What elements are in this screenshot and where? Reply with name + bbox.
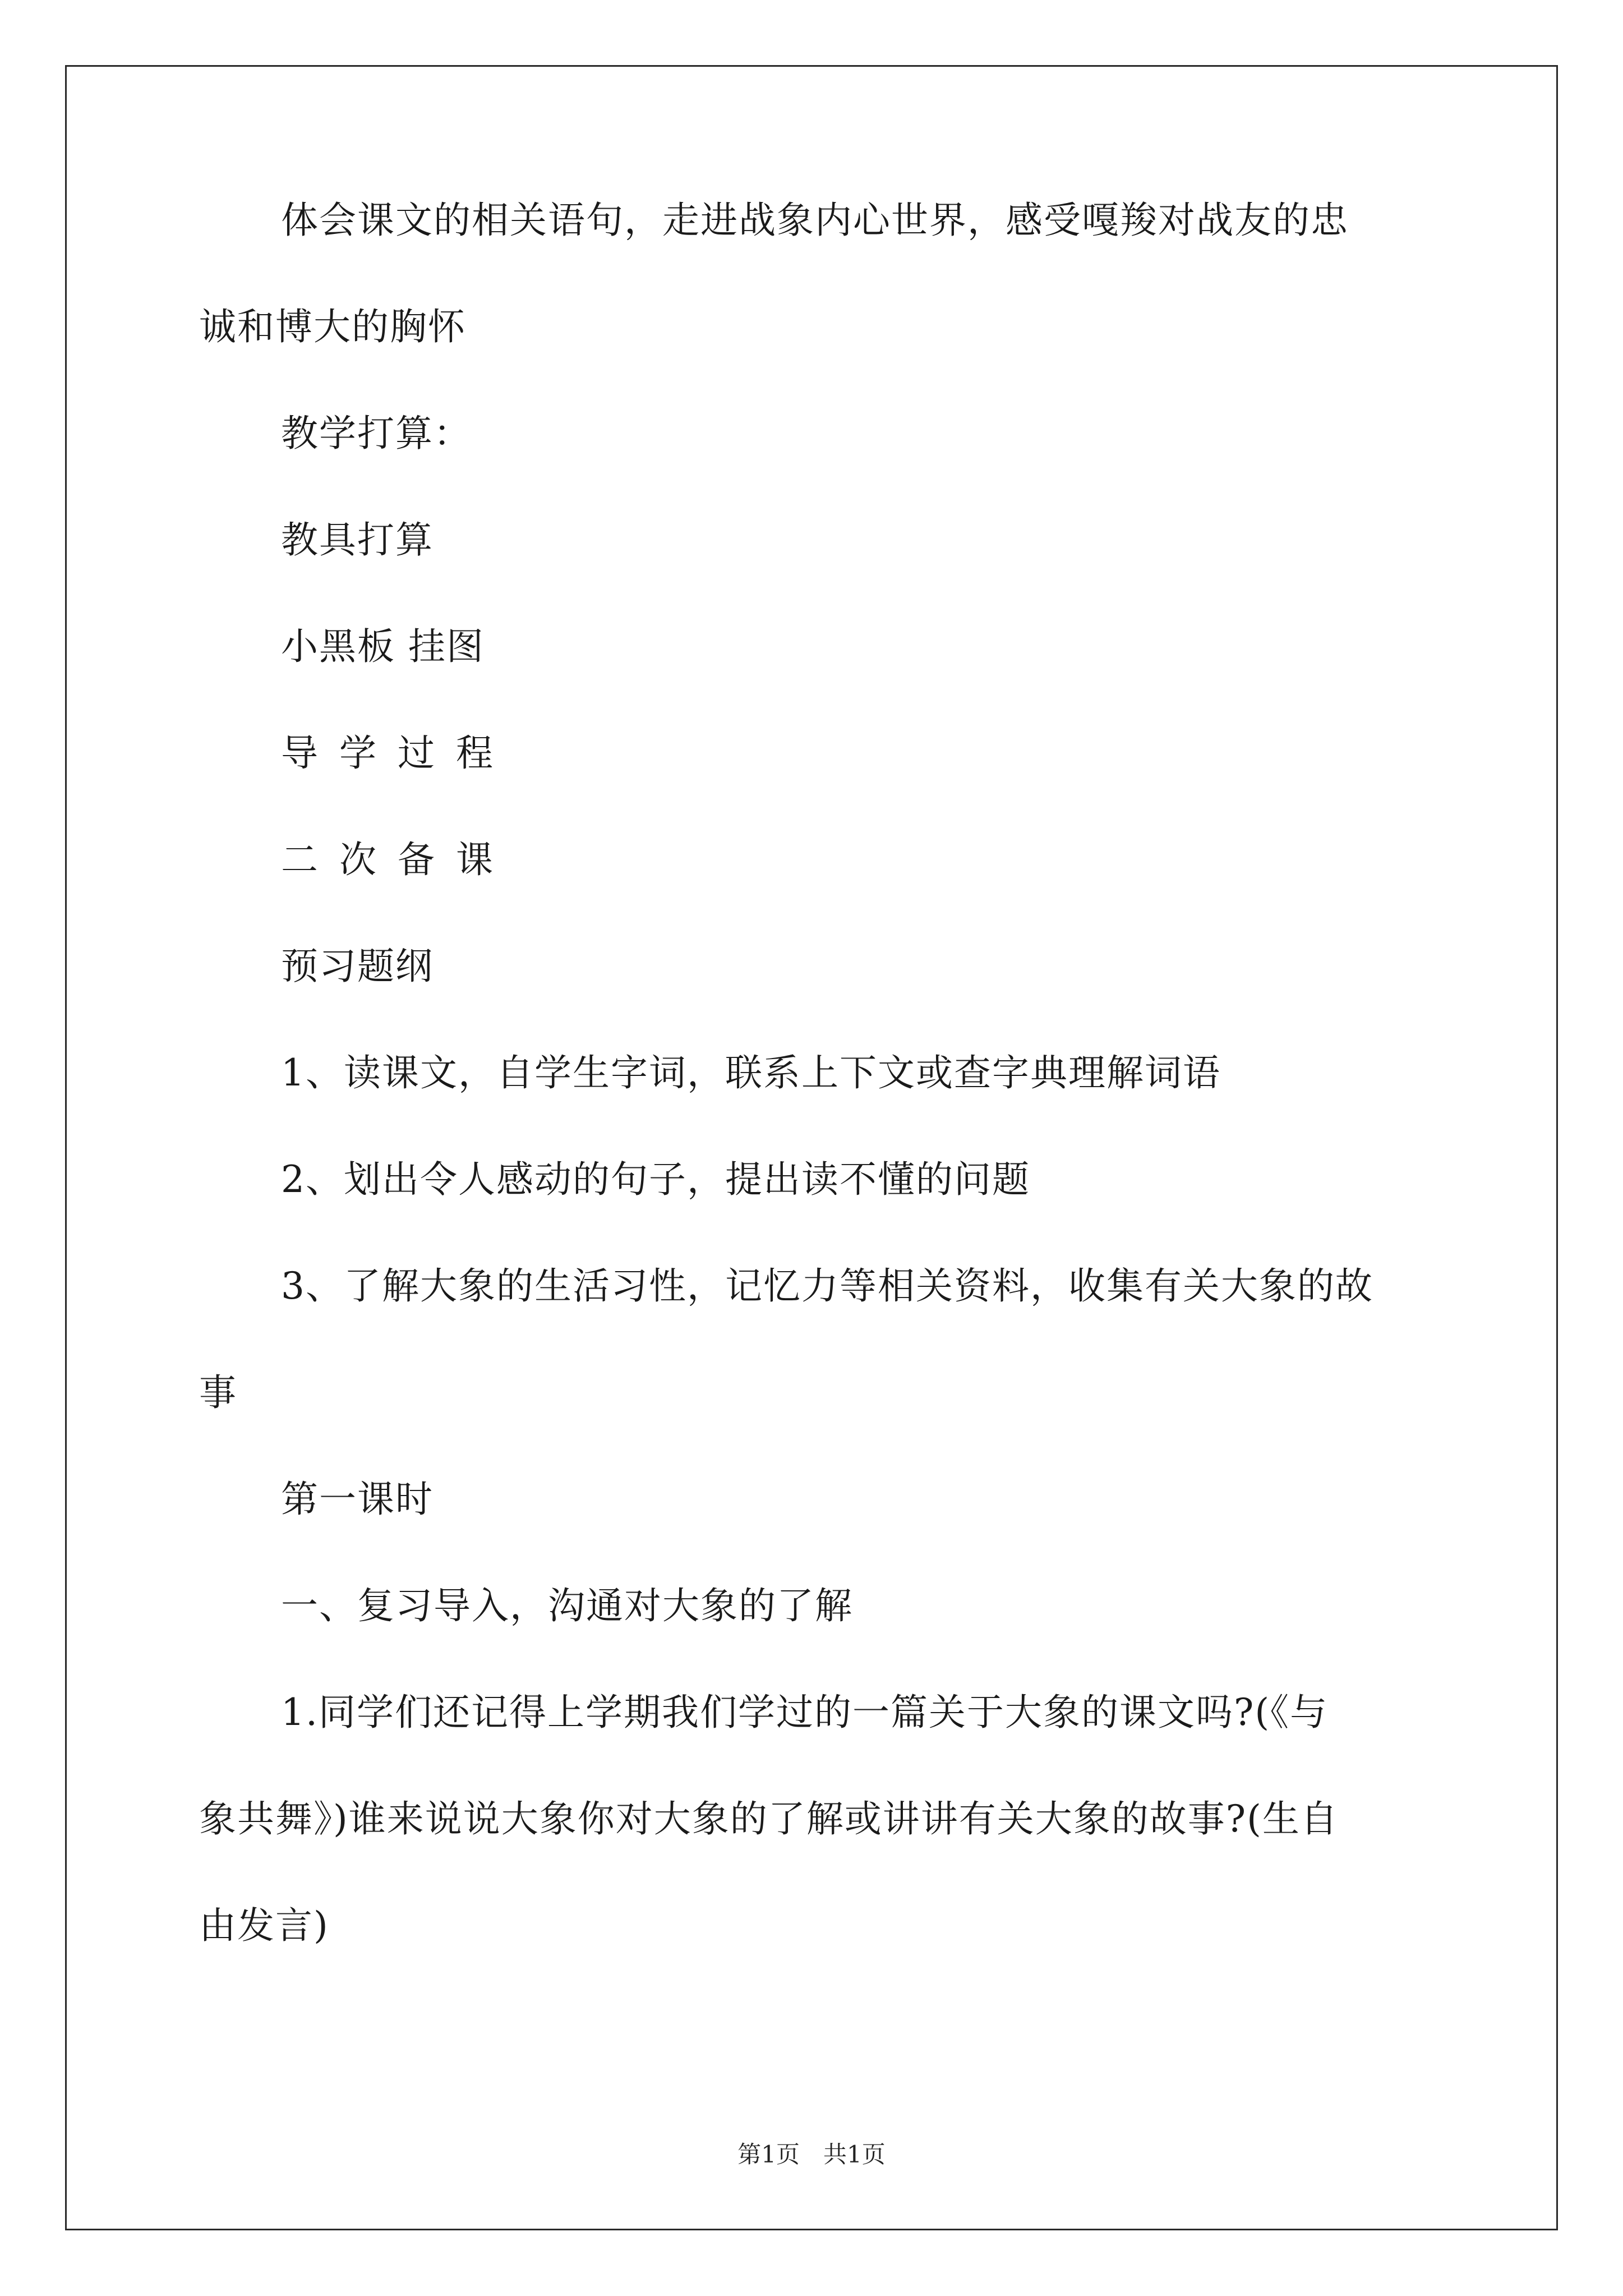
text-line: 二次备课	[281, 838, 514, 881]
text-line: 象共舞》)谁来说说大象你对大象的了解或讲讲有关大象的故事?(生自	[199, 1797, 1339, 1841]
text-line: 一、复习导入，沟通对大象的了解	[281, 1584, 853, 1627]
text-line: 2、划出令人感动的句子，提出读不懂的问题	[281, 1158, 1030, 1201]
paragraph-question-1	[199, 1691, 1339, 1947]
paragraph-first-lesson	[199, 1478, 434, 1521]
text-line: 第一课时	[281, 1478, 434, 1521]
text-line: 小黑板 挂图	[281, 625, 485, 668]
text-line: 诚和博大的胸怀	[199, 305, 466, 348]
paragraph-review-intro	[199, 1584, 853, 1627]
text-line: 教具打算	[281, 518, 434, 562]
text-line: 导学过程	[281, 731, 514, 775]
paragraph-item-3	[199, 1264, 1373, 1414]
text-line: 教学打算：	[281, 412, 472, 455]
paragraph-materials	[199, 625, 485, 668]
text-line: 事	[199, 1371, 237, 1414]
page-number-footer: 第1页 共1页	[737, 2141, 886, 2168]
paragraph-objective	[199, 199, 1349, 348]
paragraph-second-prep-heading	[199, 838, 514, 881]
paragraph-item-1	[199, 1051, 1221, 1094]
paragraph-preview-outline	[199, 945, 434, 988]
text-line: 1.同学们还记得上学期我们学过的一篇关于大象的课文吗?(《与	[281, 1691, 1329, 1734]
text-line: 3、了解大象的生活习性，记忆力等相关资料，收集有关大象的故	[281, 1264, 1373, 1308]
text-line: 预习题纲	[281, 945, 434, 988]
paragraph-teaching-aids	[199, 518, 434, 562]
text-line: 体会课文的相关语句，走进战象内心世界，感受嘎羧对战友的忠	[281, 199, 1349, 242]
text-line: 1、读课文，自学生字词，联系上下文或查字典理解词语	[281, 1051, 1221, 1094]
paragraph-process-heading	[199, 731, 514, 775]
paragraph-item-2	[199, 1158, 1030, 1201]
paragraph-teaching-prep	[199, 412, 472, 455]
text-line: 由发言)	[199, 1904, 329, 1947]
